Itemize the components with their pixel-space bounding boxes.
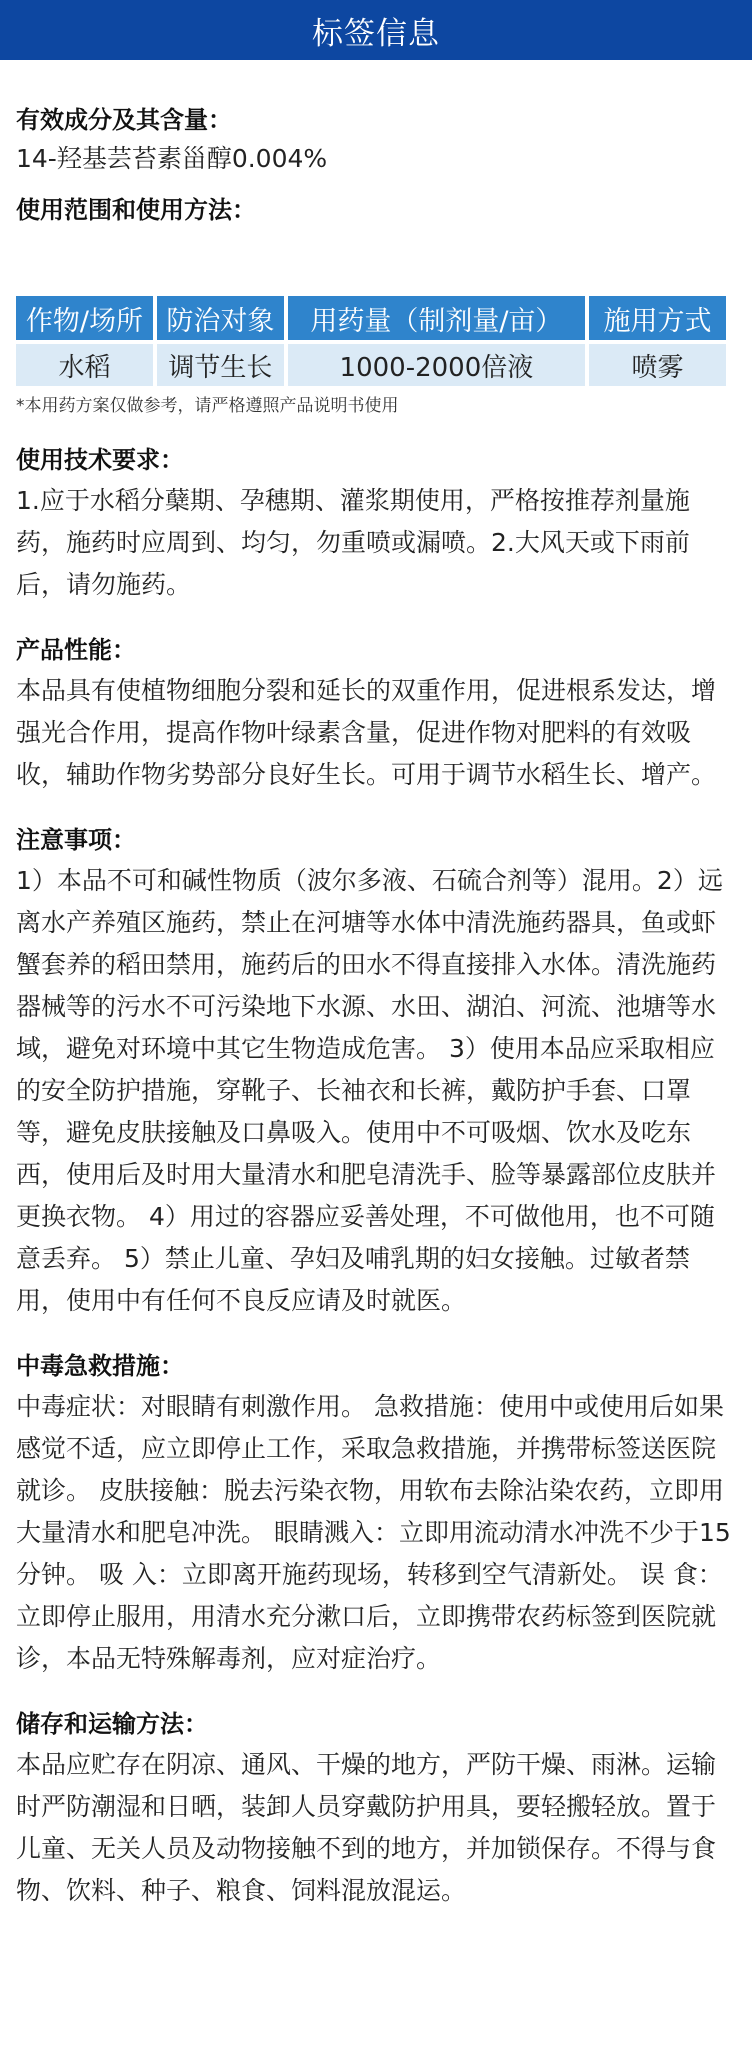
- table-header-method: 施用方式: [589, 296, 726, 340]
- first-aid-title: 中毒急救措施：: [16, 1352, 184, 1380]
- table-header-row: [16, 296, 726, 340]
- storage-text: 本品应贮存在阴凉、通风、干燥的地方，严防干燥、雨淋。运输时严防潮湿和日晒，装卸人员穿戴防护用具，要轻搬轻放。置于儿童、无关人员及动物接触不到的地方，并加锁保存。不得与食物、饮料、种子、粮食、饲料混放混运。: [16, 1750, 717, 1905]
- tech-requirements-title: 使用技术要求：: [16, 446, 184, 474]
- table-row: [16, 344, 726, 386]
- table-header-crop: 作物/场所: [16, 296, 153, 340]
- table-cell-target: 调节生长: [157, 344, 284, 386]
- precautions-text: 1）本品不可和碱性物质（波尔多液、石硫合剂等）混用。2）远离水产养殖区施药，禁止在河塘等水体中清洗施药器具，鱼或虾蟹套养的稻田禁用，施药后的田水不得直接排入水体。清洗施药器械等的污水不可污染地下水源、水田、湖泊、河流、池塘等水域，避免对环境中其它生物造成危害。 3）使用本品应采取相应的安全防护措施，穿靴子、长袖衣和长裤，戴防护手套、口罩等，避免皮肤接触及口鼻吸入。使用中不可吸烟、饮水及吃东西，使用后及时用大量清水和肥皂清洗手、脸等暴露部位皮肤并更换衣物。 4）用过的容器应妥善处理，不可做他用，也不可随意丢弃。 5）禁止儿童、孕妇及哺乳期的妇女接触。过敏者禁用，使用中有任何不良反应请及时就医。: [16, 866, 723, 1315]
- storage-title: 储存和运输方法：: [16, 1710, 208, 1738]
- table-note: *本用药方案仅做参考，请严格遵照产品说明书使用: [16, 396, 399, 416]
- performance-text: 本品具有使植物细胞分裂和延长的双重作用，促进根系发达，增强光合作用，提高作物叶绿素含量，促进作物对肥料的有效吸收，辅助作物劣势部分良好生长。可用于调节水稻生长、增产。: [16, 676, 717, 789]
- page-title: 标签信息: [312, 15, 440, 52]
- performance-title: 产品性能：: [16, 636, 136, 664]
- label-content: [0, 104, 752, 1912]
- usage-scope-title: 使用范围和使用方法：: [16, 196, 256, 224]
- tech-requirements-text: 1.应于水稻分蘖期、孕穗期、灌浆期使用，严格按推荐剂量施药，施药时应周到、均匀，勿重喷或漏喷。2.大风天或下雨前后，请勿施药。: [16, 486, 690, 599]
- page-header: [0, 0, 752, 60]
- usage-table: [12, 292, 730, 390]
- ingredients-title: 有效成分及其含量：: [16, 106, 232, 134]
- first-aid-text: 中毒症状：对眼睛有刺激作用。 急救措施：使用中或使用后如果感觉不适，应立即停止工作，采取急救措施，并携带标签送医院就诊。 皮肤接触：脱去污染衣物，用软布去除沾染农药，立即用大量清水和肥皂冲洗。 眼睛溅入：立即用流动清水冲洗不少于15分钟。 吸 入：立即离开施药现场，转移到空气清新处。 误 食：立即停止服用，用清水充分漱口后，立即携带农药标签到医院就诊，本品无特殊解毒剂，应对症治疗。: [16, 1392, 731, 1673]
- table-cell-method: 喷雾: [589, 344, 726, 386]
- precautions-title: 注意事项：: [16, 826, 136, 854]
- table-header-dosage: 用药量（制剂量/亩）: [288, 296, 585, 340]
- table-cell-dosage: 1000-2000倍液: [288, 344, 585, 386]
- table-cell-crop: 水稻: [16, 344, 153, 386]
- ingredients-text: 14-羟基芸苔素甾醇0.004%: [16, 144, 328, 173]
- table-header-target: 防治对象: [157, 296, 284, 340]
